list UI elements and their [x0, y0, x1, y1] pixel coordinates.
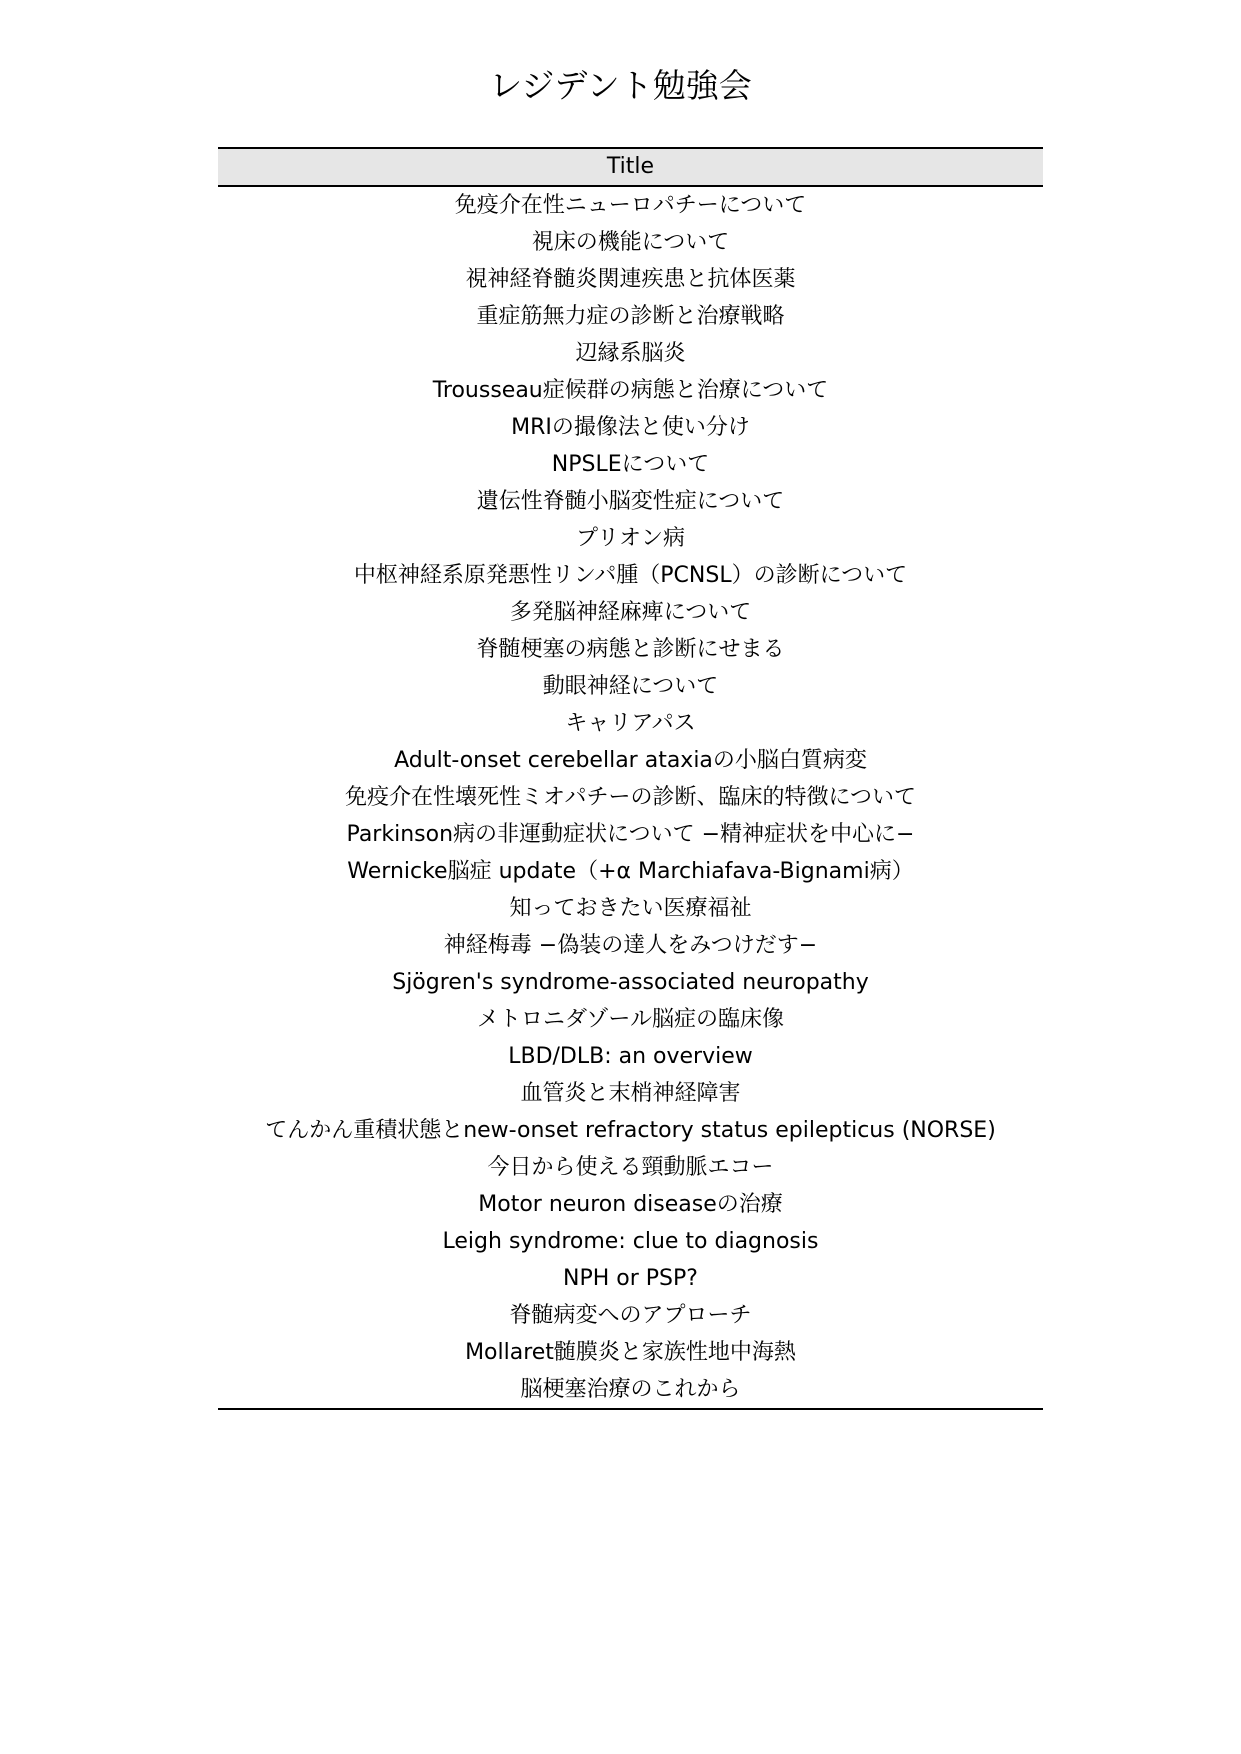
table-row: 遺伝性脊髄小脳変性症について — [476, 489, 785, 514]
table-row: 今日から使える頸動脈エコー — [487, 1155, 774, 1180]
table-row: Wernicke脳症 update（+α Marchiafava-Bignami病） — [347, 859, 914, 884]
table-row: 重症筋無力症の診断と治療戦略 — [476, 304, 785, 329]
table-row: 辺縁系脳炎 — [575, 341, 686, 366]
table-row: 多発脳神経麻痺について — [509, 600, 752, 625]
table-row: 脊髄梗塞の病態と診断にせまる — [476, 637, 785, 662]
table-row: Motor neuron diseaseの治療 — [478, 1192, 783, 1217]
table-row: 脊髄病変へのアプローチ — [509, 1303, 752, 1328]
table-row: 視床の機能について — [531, 230, 730, 255]
table-row: 知っておきたい医療福祉 — [509, 896, 752, 921]
table-header: Title — [218, 149, 1043, 187]
table-row: 免疫介在性壊死性ミオパチーの診断、臨床的特徴について — [344, 785, 917, 810]
table-row: 中枢神経系原発悪性リンパ腫（PCNSL）の診断について — [353, 563, 908, 588]
title-table — [218, 147, 1043, 1410]
table-body — [218, 187, 1043, 1408]
table-row: 視神経脊髄炎関連疾患と抗体医薬 — [465, 267, 796, 292]
table-row: Parkinson病の非運動症状について −精神症状を中心に− — [346, 822, 915, 847]
table-row: Mollaret髄膜炎と家族性地中海熱 — [465, 1340, 796, 1365]
table-row: てんかん重積状態とnew-onset refractory status epilepticus (NORSE) — [265, 1118, 996, 1143]
table-row: 神経梅毒 −偽装の達人をみつけだす− — [443, 933, 818, 958]
table-row: LBD/DLB: an overview — [508, 1044, 753, 1069]
table-row: 免疫介在性ニューロパチーについて — [454, 193, 807, 218]
table-row: キャリアパス — [565, 711, 696, 736]
page-title: レジデント勉強会 — [489, 66, 752, 105]
table-row: 脳梗塞治療のこれから — [520, 1377, 741, 1402]
table-row: メトロニダゾール脳症の臨床像 — [477, 1007, 784, 1032]
table-row: Leigh syndrome: clue to diagnosis — [442, 1229, 819, 1254]
table-row: プリオン病 — [576, 526, 685, 551]
table-row: Trousseau症候群の病態と治療について — [432, 378, 829, 403]
table-row: Sjögren's syndrome-associated neuropathy — [392, 970, 869, 995]
table-row: NPSLEについて — [551, 452, 710, 477]
table-row: Adult-onset cerebellar ataxiaの小脳白質病変 — [394, 748, 867, 773]
table-row: 血管炎と末梢神経障害 — [520, 1081, 741, 1106]
table-row: NPH or PSP? — [563, 1266, 698, 1291]
table-row: 動眼神経について — [542, 674, 719, 699]
table-row: MRIの撮像法と使い分け — [511, 415, 750, 440]
